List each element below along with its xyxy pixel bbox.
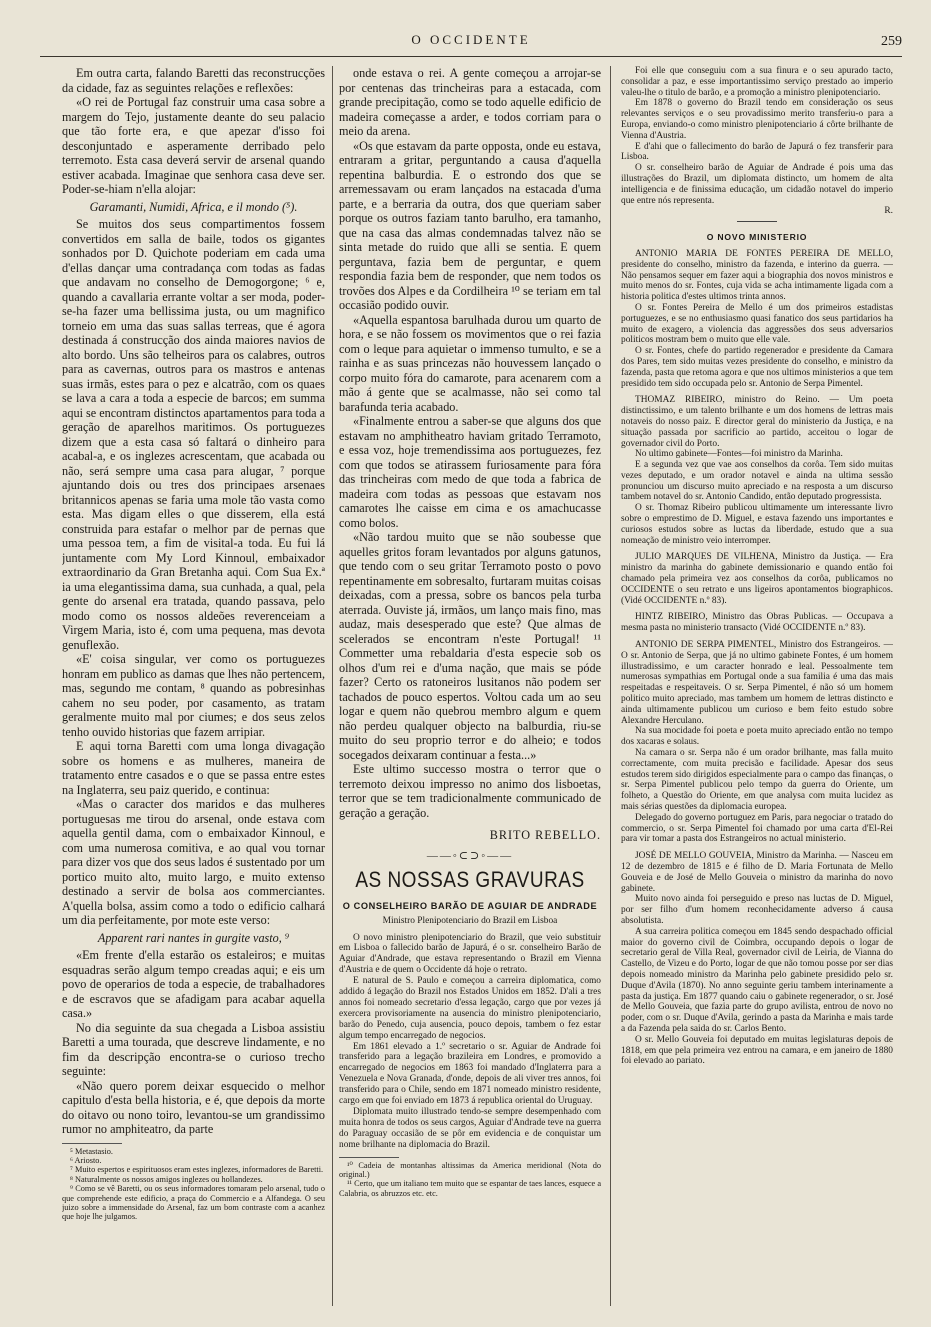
column-rule-2: [610, 66, 611, 1306]
paragraph: O sr. Fontes, chefe do partido regenerador e presidente da Camara dos Pares, tem sido muitas vezes presidente do conselho, e ministro da fazenda, pasta que retoma agora e que nos ultimos ministerios a que tem presidido tem sido occupada pelo sr. Antonio de Serpa Pimentel.: [621, 346, 893, 389]
paragraph: «Não quero porem deixar esquecido o melhor capitulo d'esta bella historia, e é, que depois da morte do oitavo ou nono toiro, levantou-se um grandissimo rumor no amphiteatro, da parte: [62, 1078, 325, 1136]
paragraph: E a segunda vez que vae aos conselhos da corôa. Tem sido muitas vezes deputado, e um orador notavel e ainda na ultima sessão pronunciou um discurso muito apreciado e na resposta a um discurso tambem notavel do sr. Antonio Candido, então deputado progressista.: [621, 460, 893, 503]
paragraph: Muito novo ainda foi perseguido e preso nas luctas de D. Miguel, por ser filho d'um homem reconhecidamente adverso á causa absolutista.: [621, 894, 893, 926]
paragraph: O sr. Thomaz Ribeiro publicou ultimamente um interessante livro sobre o emprestimo de D. Miguel, e estava fazendo uns importantes e curiosos estudos sobre as luctas da liberdade, estudo que a sua nomeação de ministro veio interromper.: [621, 503, 893, 546]
paragraph: «Não tardou muito que se não soubesse que aquelles gritos foram levantados por alguns gatunos, que tendo com o seu gritar Terramoto posto o povo repentinamente em sobresalto, furtaram muitas coisas deixadas, com a pressa, sobre os bancos pela turba aterrada. Ouviste já, irmãos, um lanço mais fino, mas audaz, mais desesperado que este? Que almas de scelerados se encontram n'este Portugal! ¹¹ Commetter uma rebaldaria d'esta especie sob os olhos d'um rei e d'uma nação, que mais se póde fazer? Certo os ratoneiros lusitanos não podem ser tachados de pouco espertos. Voltou cada um ao seu logar e quem não quebrou membro algum e quem não perdeu qualquer objecto na balburdia, riu-se muito do seu proprio terror e do alheio; e todos socegados deixaram continuar a festa...»: [339, 530, 601, 762]
column-2: [339, 66, 601, 1316]
divider: [737, 221, 777, 222]
footnote: ⁷ Muito espertos e espirituosos eram estes inglezes, informadores de Baretti.: [70, 1165, 324, 1175]
paragraph: «Os que estavam da parte opposta, onde eu estava, entraram a gritar, perguntando a causa d'aquella repentina balburdia. E o estrondo dos que se arremessavam ou eram lançados na estacada d'uma parte, e a berraria da outra, dos que queriam saber porque os outros faziam tanto barulho, era tamanho, que na casa das almas condemnadas talvez não se sinta metade do ruido que alli se sentia. E quem perguntava, fazia bem de perguntar, e quem respondia fazia bem de responder, que nem todos os trovões dos Alpes e da Cordilheira ¹⁰ se teriam em tal occasião podido ouvir.: [339, 138, 601, 312]
paragraph: Foi elle que conseguiu com a sua finura e o seu apurado tacto, consolidar a paz, e esse importantissimo serviço prestado ao imperio valeu-lhe o titulo de barão, e a promoção a ministro plenipotenciario.: [621, 66, 893, 98]
page-header: [40, 30, 902, 57]
footnote-rule: [339, 1157, 399, 1158]
paragraph: O sr. Fontes Pereira de Mello é um dos primeiros estadistas portuguezes, e se no enthusiasmo quasi fanatico dos seus partidarios ha muito de exagero, a violencia das aggressões dos seus adversarios politicos mostram bem o muito que elle vale.: [621, 302, 893, 346]
paragraph: Em 1861 elevado a 1.º secretario o sr. Aguiar de Andrade foi transferido para a legação brazileira em Londres, e promovido a encarregado de negocios em 1863 foi mandado d'Inglaterra para a Venezuela e Nova Granada, d'onde, depois de ali viver tres annos, foi transferido para o Chile, sendo em 1871 nomeado ministro residente, cargo em que foi enviado em 1873 á republica oriental do Uruguay.: [339, 1041, 601, 1107]
paragraph: Este ultimo successo mostra o terror que o terremoto deixou impresso no animo dos lisboetas, terror que se tem tradicionalmente communicado de geração a geração.: [339, 762, 601, 820]
footnote-rule: [62, 1143, 122, 1144]
paragraph: Delegado do governo portuguez em Paris, para negociar o tratado do commercio, o sr. Serpa Pimentel foi chamado por uma carta d'El-Rei para vir tomar a pasta dos Estrangeiros no actual ministerio.: [621, 812, 893, 845]
paragraph: «O rei de Portugal faz construir uma casa sobre a margem do Tejo, justamente deante do seu palacio que tão forte era, e que apezar d'isso foi desconjuntado e asperamente derribado pelo terremoto. Esta casa deverá servir de arsenal quando estiver acabada. Imaginae que senhora casa deve ser. Poder-se-hiam n'ella alojar:: [62, 95, 325, 196]
article-signature: BRITO REBELLO.: [489, 828, 601, 842]
column-1: [62, 66, 325, 1316]
paragraph: O sr. Mello Gouveia foi deputado em muitas legislaturas depois de 1818, em que pela primeira vez entrou na camara, e em janeiro de 1880 foi elevado ao pariato.: [621, 1034, 893, 1067]
paragraph: «Finalmente entrou a saber-se que alguns dos que estavam no amphitheatro haviam gritado Terramoto, e essa voz, hoje tremendissima aos portuguezes, fez com que todos se atirassem furiosamente para fóra das trincheiras com medo de que toda a fabrica de madeira com todas as pessoas que estavam nos camarotes lhe caisse em cima e os amachucasse como bolos.: [339, 414, 601, 530]
footnote: ¹¹ Certo, que um italiano tem muito que se espantar de taes lances, esquece a Calabria, os abruzzos etc. etc.: [339, 1179, 601, 1198]
article-subheading: Ministro Plenipotenciario do Brazil em Lisboa: [382, 915, 558, 926]
paragraph: «Aquella espantosa barulhada durou um quarto de hora, e se não fossem os movimentos que o rei fazia com o leque para aquietar o immenso tumulto, e se a rainha e as suas princezas não houvessem lançado o corpo muito fóra do camarote, para acenarem com a mão á gente que se acalmasse, não sei como tal barafunda teria acabado.: [339, 312, 601, 414]
article-signature: R.: [884, 206, 893, 217]
verse-quote: Apparent rari nantes in gurgite vasto, ⁹: [97, 930, 290, 945]
section-title: AS NOSSAS GRAVURAS: [355, 868, 585, 893]
footnote: ¹⁰ Cadeia de montanhas altissimas da America meridional (Nota do original.): [339, 1160, 601, 1180]
column-3: [621, 66, 893, 1316]
paragraph: JULIO MARQUES DE VILHENA, Ministro da Justiça. — Era ministro da marinha do gabinete demissionario e quando então foi chamado pela primeira vez aos conselhos da corôa, publicamos no OCCIDENTE o seu retrato e uns ligeiros apontamentos biographicos. (Vidé OCCIDENTE n.º 83).: [621, 552, 893, 606]
verse-quote: Garamanti, Numidi, Africa, e il mondo (⁵).: [89, 199, 298, 214]
paragraph: ANTONIO DE SERPA PIMENTEL, Ministro dos Estrangeiros. — O sr. Antonio de Serpa, que já no ultimo gabinete Fontes, é um homem illustradissimo, e um caracter honrado e leal. Pessoalmente tem numerosas sympathias em Portugal onde a sua familia é uma das mais respeitadas e respeitaveis. O sr. Serpa Pimentel, é não só um homem politico muito apreciado, mas tambem um homem de lettras distincto e ainda ultimamente publicou um curioso e bem feito estudo sobre Alexandre Herculano.: [621, 640, 893, 726]
paragraph: E aqui torna Baretti com uma longa divagação sobre os homens e as mulheres, maneira de tratamento entre casados e o que se passa entre estes na Inglaterra, seu paiz querido, e continua:: [62, 739, 325, 797]
running-title: O OCCIDENTE: [411, 32, 531, 47]
paragraph: O novo ministro plenipotenciario do Brazil, que veio substituir em Lisboa o fallecido barão de Japurá, é o sr. conselheiro Barão de Aguiar d'Andrade, que estava representando o Brazil em Vienna d'Austria e de quem o Occidente dá hoje o retrato.: [339, 932, 601, 976]
paragraph: «Em frente d'ella estarão os estaleiros; e muitas esquadras serão algum tempo creadas aqui; e eis um povo de operarios de toda a especie, de trabalhadores e de escravos que se afadigam para acabar aquella casa.»: [62, 948, 325, 1020]
paragraph: THOMAZ RIBEIRO, ministro do Reino. — Um poeta distinctissimo, e um talento brilhante e um dos homens de lettras mais notaveis do nosso paiz. E director geral do ministerio da Justiça, e na situação passada por sacrificio ao partido, acceitou o logar de governador civil do Porto.: [621, 395, 893, 449]
article-heading: O NOVO MINISTERIO: [706, 232, 808, 243]
footnote: ⁶ Ariosto.: [70, 1155, 102, 1165]
footnote: ⁸ Naturalmente os nossos amigos inglezes ou hollandezes.: [70, 1174, 263, 1184]
paragraph: E natural de S. Paulo e começou a carreira diplomatica, como addido á legação do Brazil nos Estados Unidos em 1852. D'ali a tres annos foi nomeado secretario d'essa legação, cargo que por vezes já exercera provisoriamente na ausencia do ministro plenipotenciario, barão do Penedo, cuja ausencia, pouco depois, tambem o fez estar algum tempo encarregado de negocios.: [339, 976, 601, 1041]
paragraph: ANTONIO MARIA DE FONTES PEREIRA DE MELLO, presidente do conselho, ministro da fazenda, e interino da guerra. — Não pensamos sequer em fazer aqui a biographia dos novos ministros e muito menos do sr. Fontes, cuja vida se acha intimamente ligada com a historia politica d'estes ultimos trinta annos.: [621, 248, 893, 303]
footnote: ⁵ Metastasio.: [70, 1146, 113, 1156]
column-rule-1: [332, 66, 333, 1306]
paragraph: Diplomata muito illustrado tendo-se sempre desempenhado com muita honra de todos os seus cargos, Aguiar d'Andrade teve na guerra do Paraguay occasião de se pôr em evidencia e de conquistar um nome brilhante na diplomacia do Brazil.: [339, 1107, 601, 1150]
paragraph: onde estava o rei. A gente começou a arrojar-se por centenas das trincheiras para a estacada, com grande precipitação, como se todo aquelle edificio de madeira começasse a arder, e todos corriam para o meio da arena.: [339, 66, 601, 138]
article-heading: O CONSELHEIRO BARÃO DE AGUIAR DE ANDRADE: [342, 901, 598, 911]
paragraph: Em 1878 o governo do Brazil tendo em consideração os seus relevantes serviços e o seu provadissimo merito transferiu-o para a Europa, enviando-o como ministro plenipotenciario á côrte brilhante de Vienna d'Austria.: [621, 98, 893, 141]
paragraph: JOSÉ DE MELLO GOUVEIA, Ministro da Marinha. — Nasceu em 12 de dezembro de 1815 e é filho de D. Maria Fortunata de Mello Gouveia e de José de Mello Gouveia o ministro da marinha do novo gabinete.: [621, 851, 893, 894]
paragraph: A sua carreira politica começou em 1845 sendo despachado official maior do governo civil de Coimbra, occupando depois o logar de secretario geral de Villa Real, governador civil de Leiria, de Vianna do Castello, de Vizeu e do Porto, logar de que não tomou posse por ser dias depois nomeado ministro da Marinha pelo gabinete presidido pelo sr. Duque d'Avila (1870). No anno seguinte geriu tambem interinamente a pasta da justiça. Em 1877 quando caiu o gabinete regenerador, o sr. José de Mello Gouveia, que fazia parte do grupo avilista, entrou de novo no poder, com o sr. Duque d'Avila, gerindo a pasta da Marinha e mais tarde a da Fazenda pela saida do sr. Carlos Bento.: [621, 926, 893, 1034]
footnote: ⁹ Como se vê Baretti, ou os seus informadores tomaram pelo arsenal, tudo o que comprehende este edificio, a praça do Commercio e a Alfandega. O seu juizo sobre a immensidade do Arsenal, faz um bom contraste com a acanhez que hoje lhe julgamos.: [62, 1184, 325, 1222]
paragraph: HINTZ RIBEIRO, Ministro das Obras Publicas. — Occupava a mesma pasta no ministerio transacto (Vidé OCCIDENTE n.º 83).: [621, 612, 893, 634]
paragraph: No dia seguinte da sua chegada a Lisboa assistiu Baretti a uma tourada, que descreve lindamente, e no fim da descripção encontra-se o curioso trecho seguinte:: [62, 1020, 325, 1078]
paragraph: No ultimo gabinete—Fontes—foi ministro da Marinha.: [635, 449, 843, 460]
paragraph: Em outra carta, falando Baretti das reconstrucções da cidade, faz as seguintes relações e reflexões:: [62, 66, 325, 95]
paragraph: Se muitos dos seus compartimentos fossem convertidos em salla de baile, todos os gigantes sonhados por D. Quichote poderiam em cada uma d'ellas dançar uma contradança com todas as fadas que andavam no conselho de Demogorgone; ⁶ e, quando a cavallaria errante voltar a ser moda, poder-se-ha fazer uma bellissima justa, ou um magnifico torneio em uma das suas sallas terreas, que é agora destinada á construcção dos ainda maiores navios de alto bordo. Uns são telheiros para os calabres, outros para as cavernas, outros para os mastros e antenas suas irmãs, estes para o pez e alcatrão, com os quaes se lava a cara a toda a especie de barcos; em summa aqui se encontram distinctos apartamentos para toda a geração de aparelhos maritimos. Os portuguezes dizem que a esta casa só faltará o dinheiro para acabal-a, e os inglezes acrescentam, que acabada ou não, será sempre uma casa para alugar, ⁷ porque ajuntando dois ou tres dos principaes arsenaes britannicos apenas se faria uma mole tão vasta como esta. Mas digam elles o que disserem, ella está construida para estafar o melhor par de pernas que uma pessoa tem, a fim de visital-a toda. Eu fui lá juntamente com My Lord Kinnoul, embaixador extraordinario da Gran Bretanha aqui. Com Sua Ex.ª ia uma elegantissima dama, sua cunhada, a qual, pela gente do arsenal era tratada, quando passava, pelo modo como os nossos aldeões reverenceiam a Virgem Maria, isto é, com uma pequena, mas devota genuflexão.: [62, 217, 325, 652]
paragraph: «Mas o caracter dos maridos e das mulheres portuguesas me tirou do arsenal, onde estava com aquella gentil dama, com o embaixador Kinnoul, e com uma numerosa comitiva, e ao qual vou tornar para dizer vos que dos seus lados é sustentado por um portico muito alto, muito largo, e muito extenso destinado a servir de bolsa aos commerciantes. A'quella bolsa, assim como a todo o edificio calhará um dia perfeitamente, por mote este verso:: [62, 797, 325, 927]
paragraph: O sr. conselheiro barão de Aguiar de Andrade é pois uma das illustrações do Brazil, um diplomata distincto, um homem de alta intelligencia e de finissima educação, um cidadão notavel do imperio que entre nós representa.: [621, 163, 893, 206]
paragraph: Na sua mocidade foi poeta e poeta muito apreciado então no tempo dos xacaras e solaus.: [621, 726, 893, 748]
page-number: 259: [881, 34, 902, 49]
paragraph: E d'ahi que o fallecimento do barão de Japurá o fez transferir para Lisboa.: [621, 141, 893, 163]
paragraph: Na camara o sr. Serpa não é um orador brilhante, mas falla muito correctamente, com muita precisão e facilidade. Apesar dos seus estudos terem sido dirigidos especialmente para o campo das finanças, o sr. Serpa Pimentel publicou pelo tempo da guerra do Oriente, um folheto, a Questão do Oriente, em que analysa com muita lucidez as mais sérias questões da diplomacia europea.: [621, 748, 893, 812]
ornament-divider: ——◦⊂⊃◦——: [426, 849, 514, 862]
paragraph: «E' coisa singular, ver como os portuguezes honram em publico as damas que lhes não pertencem, mas, segundo me contam, ⁸ quando as pobresinhas cahem no seu poder, por casamento, as tratam geralmente muito mal por ciumes; e dos seus zelos tenho ouvido historias que fazem arripiar.: [62, 652, 325, 739]
